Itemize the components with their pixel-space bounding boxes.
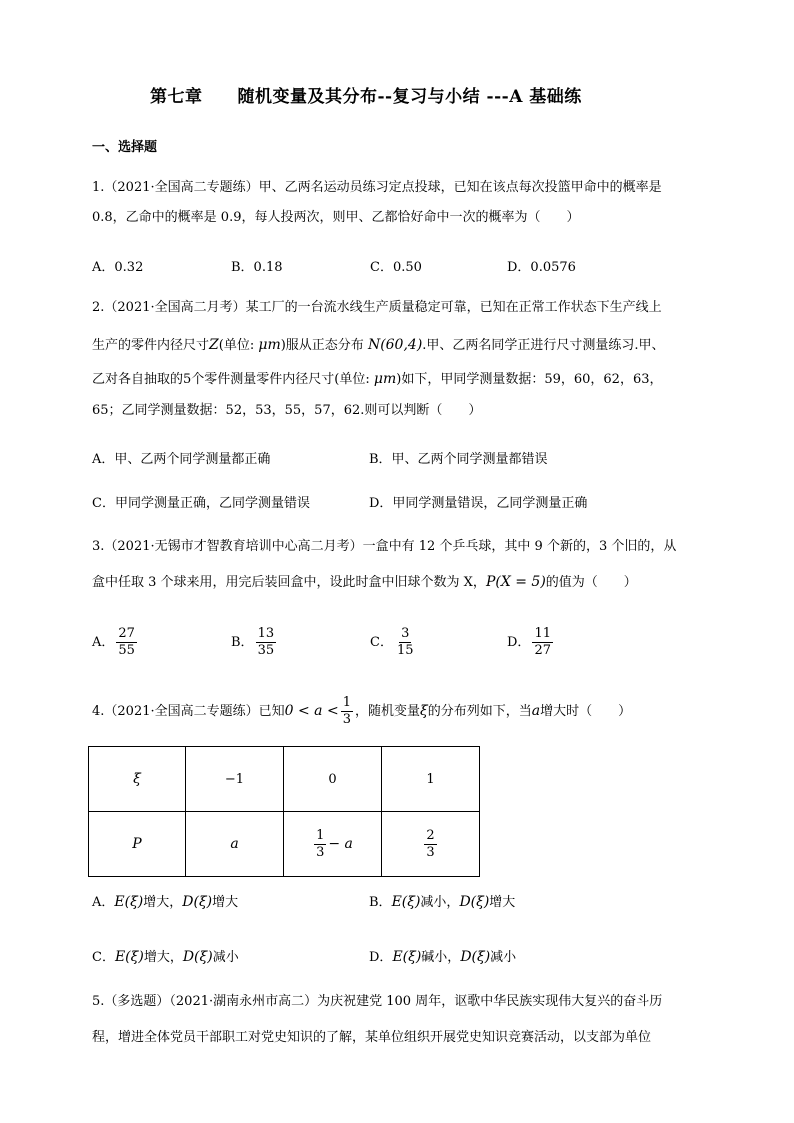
q3-option-b-numerator: 13 [257,626,275,641]
q4-option-d-text1: 碱小， [421,950,461,965]
q4-condition-fraction [341,695,353,728]
q4-a-symbol: a [531,703,541,719]
q2-line4: 65；乙同学测量数据：52，53，55，57，62.则可以判断（ ） [92,403,482,418]
q1-line2: 0.8，乙命中的概率是 0.9，每人投两次，则甲、乙都恰好命中一次的概率为（ ） [92,210,580,225]
q4-option-b-variance: D(ξ) [459,894,490,910]
q3-option-d-numerator: 11 [534,626,551,641]
q4-option-a-variance: D(ξ) [182,894,213,910]
q3-option-c [370,626,418,659]
q4-option-c-variance: D(ξ) [182,949,213,965]
q3-option-d-letter: D． [507,635,531,650]
q1-line1: 1.（2021·全国高二专题练）甲、乙两名运动员练习定点投球，已知在该点每次投篮甲命中的概率是 [92,180,662,195]
q4-option-b-text1: 减小， [420,895,460,910]
q2-line2-text-b: (单位: [218,338,255,353]
q4-condition-denominator: 3 [342,712,351,727]
q3-option-c-denominator: 15 [396,643,414,658]
q3-option-d [507,626,555,659]
table-prob-third-fraction [314,828,326,861]
q3-option-d-denominator: 27 [534,643,551,658]
q4-option-a-text1: 增大， [143,895,183,910]
table-prob-third-denominator: 3 [316,844,325,860]
distribution-table [88,746,480,877]
q3-line2-text-b: 的值为（ ） [545,575,637,590]
q4-text-d: 增大时（ ） [540,704,632,719]
q4-option-c-letter: C． [92,950,115,965]
q1-option-d: D．0.0576 [507,260,576,275]
q2-line2 [92,335,665,356]
q3-option-a-fraction [116,626,137,659]
q4-option-c [92,946,239,965]
table-prob-a: a [230,836,239,852]
table-prob-third-numerator: 1 [316,827,325,843]
table-cell-prob-third-minus-a [284,812,382,877]
table-prob-minus-a: − a [328,835,353,852]
q4-option-d-letter: D． [369,950,393,965]
q4-text-b: ，随机变量 [354,704,420,719]
q4-option-d-variance: D(ξ) [460,949,491,965]
q4-option-b-letter: B． [369,895,392,910]
q4-option-a-letter: A． [92,895,115,910]
q2-line2-text-d: .甲、乙两名同学正进行尺寸测量练习.甲、 [422,338,665,353]
q4-xi-symbol: ξ [420,703,428,719]
table-row [89,747,480,812]
table-cell-prob-a [186,812,284,877]
q4-option-a [92,891,238,910]
q2-line3-text-a: 乙对各自抽取的5个零件测量零件内径尺寸(单位: [92,372,370,387]
table-cell-value-1: 1 [382,747,480,812]
q2-option-b: B．甲、乙两个同学测量都错误 [369,452,548,467]
q4-option-d-text2: 减小 [490,950,517,965]
q4-text-a: 4.（2021·全国高二专题练）已知 [92,704,285,719]
q2-unit-2: μm [373,371,397,387]
q4-text-c: 的分布列如下，当 [427,704,532,719]
table-cell-prob-two-thirds [382,812,480,877]
q3-probability-expr: P(X = 5) [485,574,546,590]
q3-option-d-fraction [532,626,553,659]
q4-option-d [369,946,516,965]
q4-option-b-expectation: E(ξ) [391,894,421,910]
q4-option-a-text2: 增大 [212,895,239,910]
q3-option-c-letter: C． [370,635,393,650]
q2-line2-text-a: 生产的零件内径尺寸 [92,338,210,353]
q3-option-b-denominator: 35 [257,643,275,658]
table-xi-label: ξ [133,771,141,787]
q4-option-a-expectation: E(ξ) [114,894,144,910]
q3-option-b-letter: B． [231,635,254,650]
q2-variable-z: Z [209,337,219,353]
q4-option-d-expectation: E(ξ) [392,949,422,965]
q2-line3-text-b: )如下，甲同学测量数据：59，60，62，63， [396,372,663,387]
q3-option-a-denominator: 55 [118,643,135,658]
q3-option-a [92,626,139,659]
q3-option-a-numerator: 27 [118,626,135,641]
q4-question-line [92,695,631,728]
q4-option-b [369,891,515,910]
q3-line2 [92,572,637,593]
table-cell-xi-header [89,747,186,812]
q2-line1: 2.（2021·全国高二月考）某工厂的一台流水线生产质量稳定可靠，已知在正常工作状态下生产线上 [92,300,662,315]
q2-option-a: A．甲、乙两个同学测量都正确 [92,452,271,467]
q3-line1: 3.（2021·无锡市才智教育培训中心高二月考）一盒中有 12 个乒乓球，其中 9 个新的，3 个旧的，从 [92,539,677,554]
q2-unit-1: μm [258,337,281,353]
q3-line2-text-a: 盒中任取 3 个球来用，用完后装回盒中，设此时盒中旧球个数为 X， [92,575,486,590]
q2-line2-text-c: )服从正态分布 [280,338,364,353]
table-cell-value-0: 0 [284,747,382,812]
q1-option-b: B．0.18 [231,260,283,275]
q3-option-c-numerator: 3 [401,626,410,641]
q5-line1: 5.（多选题）（2021·湖南永州市高二）为庆祝建党 100 周年，讴歌中华民族实现伟大复兴的奋斗历 [92,994,663,1009]
q1-option-a: A．0.32 [92,260,144,275]
q1-option-c: C．0.50 [370,260,422,275]
table-prob-two-thirds-denominator: 3 [426,844,435,860]
q2-option-c: C．甲同学测量正确，乙同学测量错误 [92,496,310,511]
q4-option-c-expectation: E(ξ) [114,949,144,965]
q4-option-c-text2: 减小 [212,950,239,965]
q2-line3 [92,369,663,390]
q4-condition: 0 < a < [284,703,339,719]
table-cell-value-neg1: −1 [186,747,284,812]
q4-option-b-text2: 增大 [489,895,516,910]
q2-normal-dist: N(60,4) [367,337,423,353]
table-row [89,812,480,877]
q3-option-b [231,626,278,659]
page-title: 第七章 随机变量及其分布--复习与小结 ---A 基础练 [150,87,582,107]
q3-option-b-fraction [256,626,277,659]
q3-option-a-letter: A． [92,635,115,650]
q2-option-d: D．甲同学测量错误，乙同学测量正确 [369,496,588,511]
table-p-label: P [132,836,142,852]
table-cell-p-header [89,812,186,877]
q4-option-c-text1: 增大， [143,950,183,965]
q4-condition-numerator: 1 [342,695,351,710]
q3-option-c-fraction [395,626,416,659]
table-prob-two-thirds-numerator: 2 [426,827,435,843]
q5-line2: 程，增进全体党员干部职工对党史知识的了解，某单位组织开展党史知识竞赛活动，以支部为单位 [92,1030,652,1045]
section-heading: 一、选择题 [92,140,158,155]
table-prob-two-thirds-fraction [424,828,436,861]
